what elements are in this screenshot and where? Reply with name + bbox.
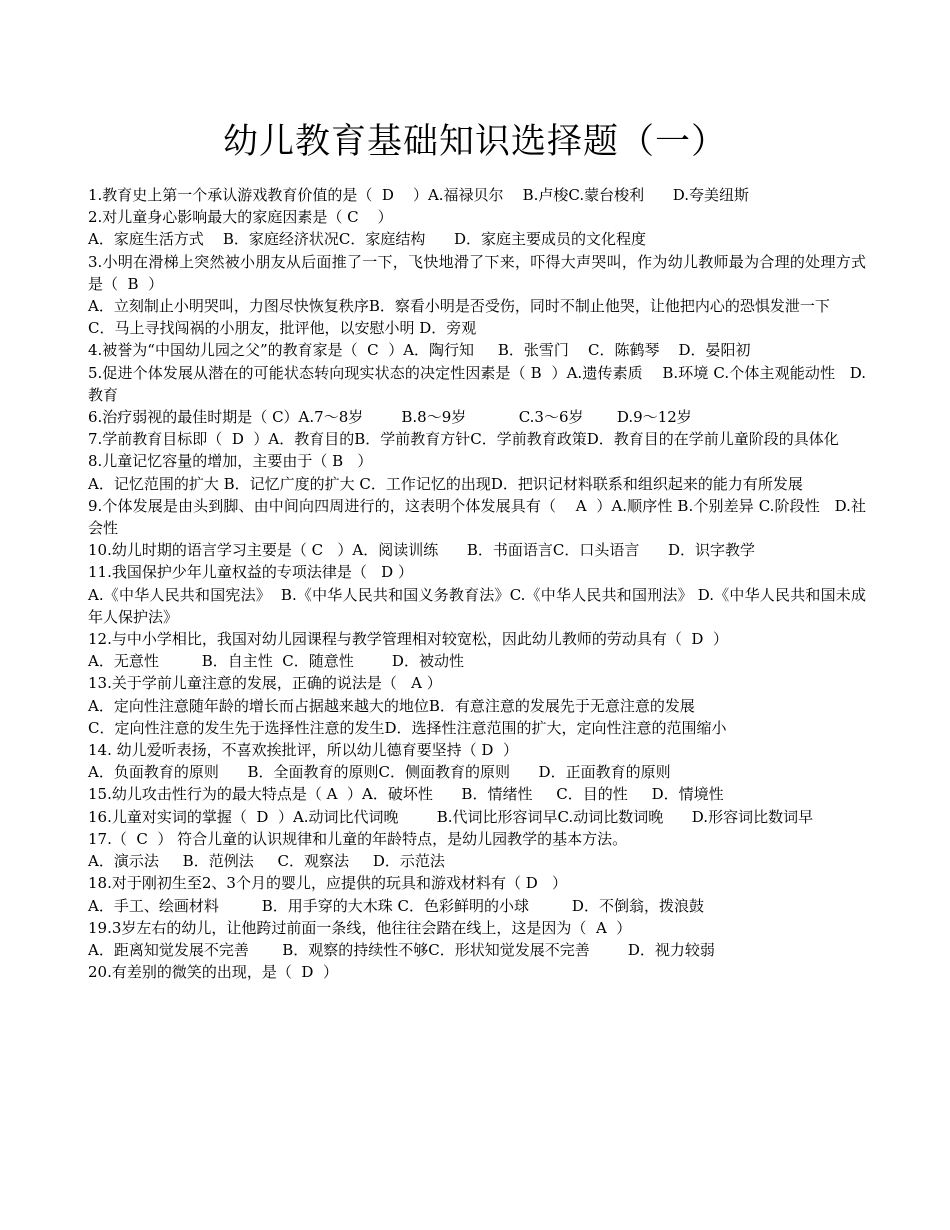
text-line: A．定向性注意随年龄的增长而占据越来越大的地位B．有意注意的发展先于无意注意的发展 — [88, 696, 695, 715]
text-line: A．演示法 B．范例法 C．观察法 D．示范法 — [88, 852, 445, 871]
text-line: 2.对儿童身心影响最大的家庭因素是（ C ） — [88, 208, 393, 227]
text-line: A．距离知觉发展不完善 B．观察的持续性不够C．形状知觉发展不完善 D．视力较弱 — [88, 940, 715, 959]
text-line: 3.小明在滑梯上突然被小朋友从后面推了一下，飞快地滑了下来，吓得大声哭叫，作为幼儿教师最为合理的处理方式是（ B ） — [88, 252, 866, 293]
text-line: 14. 幼儿爱听表扬，不喜欢挨批评，所以幼儿德育要坚持（ D ） — [88, 741, 518, 760]
text-line: 19.3岁左右的幼儿，让他跨过前面一条线，他往往会踏在线上，这是因为（ A ） — [88, 918, 632, 937]
text-line: A．负面教育的原则 B．全面教育的原则C．侧面教育的原则 D．正面教育的原则 — [88, 763, 671, 782]
text-line: C．马上寻找闯祸的小朋友，批评他，以安慰小明 D．旁观 — [88, 319, 477, 338]
text-line: A．家庭生活方式 B．家庭经济状况C．家庭结构 D．家庭主要成员的文化程度 — [88, 230, 647, 249]
text-line: 7.学前教育目标即（ D ）A．教育目的B．学前教育方针C．学前教育政策D．教育目的在学前儿童阶段的具体化 — [88, 430, 839, 449]
text-line: 8.儿童记忆容量的增加，主要由于（ B ） — [88, 452, 373, 471]
text-line: 13.关于学前儿童注意的发展，正确的说法是（ A ） — [88, 674, 442, 693]
text-line: 9.个体发展是由头到脚、由中间向四周进行的，这表明个体发展具有（ A ）A.顺序性 B.个别差异 C.阶段性 D.社会性 — [88, 496, 866, 538]
text-line: A．手工、绘画材料 B．用手穿的大木珠 C．色彩鲜明的小球 D．不倒翁，拨浪鼓 — [88, 896, 704, 915]
text-line: 5.促进个体发展从潜在的可能状态转向现实状态的决定性因素是（ B ）A.遗传素质 B.环境 C.个体主观能动性 D.教育 — [88, 363, 866, 404]
text-line: 15.幼儿攻击性行为的最大特点是（ A ）A．破坏性 B．情绪性 C．目的性 D．情境性 — [88, 785, 724, 804]
text-line: 6.治疗弱视的最佳时期是（ C）A.7～8岁 B.8～9岁 C.3～6岁 D.9～12岁 — [88, 408, 692, 427]
text-line: A．记忆范围的扩大 B．记忆广度的扩大 C．工作记忆的出现D．把识记材料联系和组织起来的能力有所发展 — [88, 474, 803, 493]
text-line: 4.被誉为“中国幼儿园之父”的教育家是（ C ）A．陶行知 B．张雪门 C．陈鹤琴 D．晏阳初 — [88, 341, 751, 360]
text-line: 1.教育史上第一个承认游戏教育价值的是（ D ）A.福禄贝尔 B.卢梭C.蒙台梭利 D.夸美纽斯 — [88, 186, 749, 204]
text-line: A.《中华人民共和国宪法》 B.《中华人民共和国义务教育法》C.《中华人民共和国刑法》 D.《中华人民共和国未成年人保护法》 — [88, 585, 866, 626]
text-line: 12.与中小学相比，我国对幼儿园课程与教学管理相对较宽松，因此幼儿教师的劳动具有（ D ） — [88, 630, 728, 649]
text-line: A．立刻制止小明哭叫，力图尽快恢复秩序B．察看小明是否受伤，同时不制止他哭，让他把内心的恐惧发泄一下 — [88, 297, 830, 316]
text-line: C．定向性注意的发生先于选择性注意的发生D．选择性注意范围的扩大，定向性注意的范围缩小 — [88, 718, 727, 737]
text-line: A．无意性 B．自主性 C．随意性 D．被动性 — [88, 652, 464, 671]
text-line: 16.儿童对实词的掌握（ D ）A.动词比代词晚 B.代词比形容词早C.动词比数词晚 D.形容词比数词早 — [88, 807, 814, 826]
text-line: 11.我国保护少年儿童权益的专项法律是（ D ） — [88, 563, 413, 582]
text-line: 17.（ C ） 符合儿童的认识规律和儿童的年龄特点，是幼儿园教学的基本方法。 — [88, 829, 628, 848]
text-line: 10.幼儿时期的语言学习主要是（ C ）A．阅读训练 B．书面语言C．口头语言 D．识字教学 — [88, 541, 755, 560]
text-line: 18.对于刚初生至2、3个月的婴儿，应提供的玩具和游戏材料有（ D ） — [88, 874, 568, 893]
question-list — [88, 184, 866, 983]
page-title: 幼儿教育基础知识选择题（一） — [222, 122, 727, 162]
text-line: 20.有差别的微笑的出现，是（ D ） — [88, 963, 338, 982]
